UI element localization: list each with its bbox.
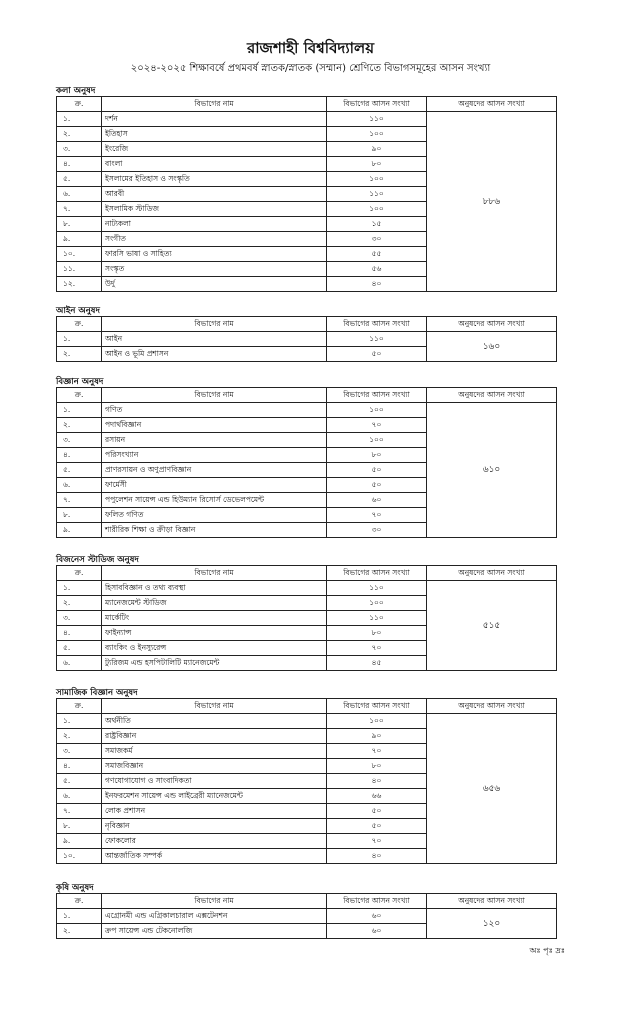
serial-cell: ৩. [57,744,102,759]
continued-note: অঃ পৃঃ দ্রঃ [529,946,565,955]
header-dept-seats: বিভাগের আসন সংখ্যা [327,97,427,112]
department-name-cell: শারীরিক শিক্ষা ও ক্রীড়া বিজ্ঞান [102,523,327,538]
department-seats-cell: ৯০ [327,729,427,744]
serial-cell: ৭. [57,804,102,819]
header-serial: ক্র. [57,97,102,112]
department-name-cell: পরিসংখ্যান [102,448,327,463]
department-name-cell: ম্যানেজমেন্ট স্টাডিজ [102,596,327,611]
table-row [57,112,557,127]
serial-cell: ২. [57,347,102,362]
department-name-cell: ট্যুরিজম এন্ড হসপিটালিটি ম্যানেজমেন্ট [102,656,327,671]
serial-cell: ১. [57,909,102,924]
table-row [57,403,557,418]
serial-cell: ৪. [57,759,102,774]
table-header-row [57,894,557,909]
serial-cell: ৫. [57,641,102,656]
faculty-total-cell: ৫১৫ [427,581,557,671]
department-seats-cell: ৭০ [327,834,427,849]
department-seats-cell: ৫০ [327,347,427,362]
serial-cell: ৯. [57,523,102,538]
header-dept-seats: বিভাগের আসন সংখ্যা [327,317,427,332]
seat-table [56,565,557,671]
header-faculty-seats: অনুষদের আসন সংখ্যা [427,566,557,581]
department-name-cell: রাষ্ট্রবিজ্ঞান [102,729,327,744]
serial-cell: ২. [57,729,102,744]
serial-cell: ৮. [57,508,102,523]
department-seats-cell: ৮০ [327,448,427,463]
serial-cell: ১০. [57,247,102,262]
department-seats-cell: ৪০ [327,849,427,864]
department-seats-cell: ১০০ [327,127,427,142]
department-name-cell: সমাজকর্ম [102,744,327,759]
header-faculty-seats: অনুষদের আসন সংখ্যা [427,699,557,714]
department-seats-cell: ৪৫ [327,656,427,671]
faculty-title: আইন অনুষদ [56,306,100,316]
department-name-cell: হিসাববিজ্ঞান ও তথ্য ব্যবস্থা [102,581,327,596]
department-seats-cell: ৬০ [327,493,427,508]
header-department: বিভাগের নাম [102,699,327,714]
faculty-total-cell: ১৬০ [427,332,557,362]
header-dept-seats: বিভাগের আসন সংখ্যা [327,388,427,403]
serial-cell: ২. [57,596,102,611]
header-department: বিভাগের নাম [102,388,327,403]
department-seats-cell: ৫৬ [327,262,427,277]
department-name-cell: পদার্থবিজ্ঞান [102,418,327,433]
seat-table [56,698,557,864]
department-name-cell: লোক প্রশাসন [102,804,327,819]
department-seats-cell: ১১০ [327,187,427,202]
serial-cell: ১১. [57,262,102,277]
table-row [57,909,557,924]
table-header-row [57,566,557,581]
serial-cell: ৩. [57,433,102,448]
faculty-title: কৃষি অনুষদ [56,883,94,893]
serial-cell: ৭. [57,493,102,508]
department-name-cell: আন্তর্জাতিক সম্পর্ক [102,849,327,864]
table-row [57,332,557,347]
department-seats-cell: ৬৬ [327,789,427,804]
serial-cell: ৬. [57,789,102,804]
department-seats-cell: ৪০ [327,277,427,292]
serial-cell: ৩. [57,142,102,157]
header-department: বিভাগের নাম [102,97,327,112]
faculty-total-cell: ৮৮৬ [427,112,557,292]
department-name-cell: ইংরেজি [102,142,327,157]
department-seats-cell: ৫০ [327,819,427,834]
header-dept-seats: বিভাগের আসন সংখ্যা [327,894,427,909]
serial-cell: ১০. [57,849,102,864]
faculty-title: বিজ্ঞান অনুষদ [56,377,104,387]
department-name-cell: উর্দু [102,277,327,292]
table-header-row [57,317,557,332]
department-name-cell: আরবী [102,187,327,202]
department-seats-cell: ৬০ [327,924,427,939]
department-name-cell: ইনফরমেশন সায়েন্স এন্ড লাইব্রেরী ম্যানেজমেন্ট [102,789,327,804]
department-seats-cell: ৭০ [327,508,427,523]
department-seats-cell: ৭০ [327,418,427,433]
department-name-cell: রসায়ন [102,433,327,448]
department-name-cell: ফাইন্যান্স [102,626,327,641]
department-name-cell: ইসলামের ইতিহাস ও সংস্কৃতি [102,172,327,187]
seat-table [56,316,557,362]
department-name-cell: গণযোগাযোগ ও সাংবাদিকতা [102,774,327,789]
department-name-cell: পপুলেশন সায়েন্স এন্ড হিউম্যান রিসোর্স ডেভেলপমেন্ট [102,493,327,508]
department-name-cell: ক্রপ সায়েন্স এন্ড টেকনোলজি [102,924,327,939]
header-faculty-seats: অনুষদের আসন সংখ্যা [427,388,557,403]
department-name-cell: সমাজবিজ্ঞান [102,759,327,774]
serial-cell: ৪. [57,448,102,463]
faculty-title: বিজনেস স্টাডিজ অনুষদ [56,555,139,565]
department-seats-cell: ৮০ [327,759,427,774]
serial-cell: ২. [57,924,102,939]
header-faculty-seats: অনুষদের আসন সংখ্যা [427,317,557,332]
serial-cell: ২. [57,127,102,142]
header-department: বিভাগের নাম [102,317,327,332]
department-name-cell: গণিত [102,403,327,418]
serial-cell: ৮. [57,217,102,232]
serial-cell: ৬. [57,656,102,671]
department-seats-cell: ৮০ [327,626,427,641]
table-header-row [57,97,557,112]
header-serial: ক্র. [57,566,102,581]
department-name-cell: সংগীত [102,232,327,247]
serial-cell: ৬. [57,187,102,202]
header-dept-seats: বিভাগের আসন সংখ্যা [327,699,427,714]
serial-cell: ৯. [57,232,102,247]
serial-cell: ১. [57,714,102,729]
department-seats-cell: ১১০ [327,112,427,127]
department-name-cell: এগ্রোনমী এন্ড এগ্রিকালচারাল এক্সটেনশন [102,909,327,924]
department-seats-cell: ৭০ [327,744,427,759]
department-name-cell: সংস্কৃত [102,262,327,277]
department-name-cell: ফারসি ভাষা ও সাহিত্য [102,247,327,262]
serial-cell: ৪. [57,626,102,641]
department-name-cell: বাংলা [102,157,327,172]
department-seats-cell: ৩০ [327,523,427,538]
department-name-cell: আইন [102,332,327,347]
faculty-title: সামাজিক বিজ্ঞান অনুষদ [56,688,138,698]
department-name-cell: আইন ও ভূমি প্রশাসন [102,347,327,362]
department-name-cell: ইতিহাস [102,127,327,142]
serial-cell: ২. [57,418,102,433]
department-name-cell: ইসলামিক স্টাডিজ [102,202,327,217]
serial-cell: ১২. [57,277,102,292]
department-name-cell: ফোকলোর [102,834,327,849]
header-serial: ক্র. [57,699,102,714]
header-department: বিভাগের নাম [102,566,327,581]
serial-cell: ৫. [57,172,102,187]
serial-cell: ১. [57,332,102,347]
department-name-cell: ফার্মেসী [102,478,327,493]
department-name-cell: নাট্যকলা [102,217,327,232]
header-department: বিভাগের নাম [102,894,327,909]
department-seats-cell: ১৫ [327,217,427,232]
department-seats-cell: ১১০ [327,332,427,347]
department-seats-cell: ১০০ [327,433,427,448]
seat-table [56,893,557,939]
header-dept-seats: বিভাগের আসন সংখ্যা [327,566,427,581]
department-seats-cell: ১১০ [327,581,427,596]
faculty-total-cell: ৬৫৬ [427,714,557,864]
table-row [57,714,557,729]
table-header-row [57,699,557,714]
page-title: রাজশাহী বিশ্ববিদ্যালয় [246,39,375,57]
serial-cell: ৭. [57,202,102,217]
department-seats-cell: ১০০ [327,202,427,217]
seat-table [56,96,557,292]
table-header-row [57,388,557,403]
department-seats-cell: ৪০ [327,774,427,789]
department-seats-cell: ৫০ [327,478,427,493]
serial-cell: ১. [57,581,102,596]
department-seats-cell: ৫০ [327,463,427,478]
department-seats-cell: ১০০ [327,403,427,418]
faculty-title: কলা অনুষদ [56,86,96,96]
header-serial: ক্র. [57,317,102,332]
department-name-cell: নৃবিজ্ঞান [102,819,327,834]
seat-table [56,387,557,538]
header-serial: ক্র. [57,388,102,403]
table-row [57,581,557,596]
department-seats-cell: ৩০ [327,232,427,247]
serial-cell: ৪. [57,157,102,172]
department-seats-cell: ৫৫ [327,247,427,262]
serial-cell: ৯. [57,834,102,849]
department-seats-cell: ১১০ [327,611,427,626]
serial-cell: ১. [57,403,102,418]
header-faculty-seats: অনুষদের আসন সংখ্যা [427,894,557,909]
department-seats-cell: ৬০ [327,909,427,924]
serial-cell: ৬. [57,478,102,493]
serial-cell: ৮. [57,819,102,834]
serial-cell: ১. [57,112,102,127]
header-faculty-seats: অনুষদের আসন সংখ্যা [427,97,557,112]
department-name-cell: ফলিত গণিত [102,508,327,523]
department-seats-cell: ৯০ [327,142,427,157]
department-name-cell: মার্কেটিং [102,611,327,626]
faculty-total-cell: ১২০ [427,909,557,939]
department-name-cell: ব্যাংকিং ও ইনস্যুরেন্স [102,641,327,656]
page-subtitle: ২০২৪-২০২৫ শিক্ষাবর্ষে প্রথমবর্ষ স্নাতক/স্নাতক (সম্মান) শ্রেণিতে বিভাগসমূহের আসন সংখ্যা [130,63,491,74]
faculty-total-cell: ৬১০ [427,403,557,538]
department-name-cell: দর্শন [102,112,327,127]
department-seats-cell: ১০০ [327,596,427,611]
department-seats-cell: ৮০ [327,157,427,172]
department-seats-cell: ১০০ [327,714,427,729]
department-name-cell: অর্থনীতি [102,714,327,729]
department-name-cell: প্রাণরসায়ন ও অণুপ্রাণবিজ্ঞান [102,463,327,478]
serial-cell: ৫. [57,463,102,478]
serial-cell: ৩. [57,611,102,626]
serial-cell: ৫. [57,774,102,789]
department-seats-cell: ৭০ [327,641,427,656]
department-seats-cell: ১০০ [327,172,427,187]
department-seats-cell: ৫০ [327,804,427,819]
header-serial: ক্র. [57,894,102,909]
